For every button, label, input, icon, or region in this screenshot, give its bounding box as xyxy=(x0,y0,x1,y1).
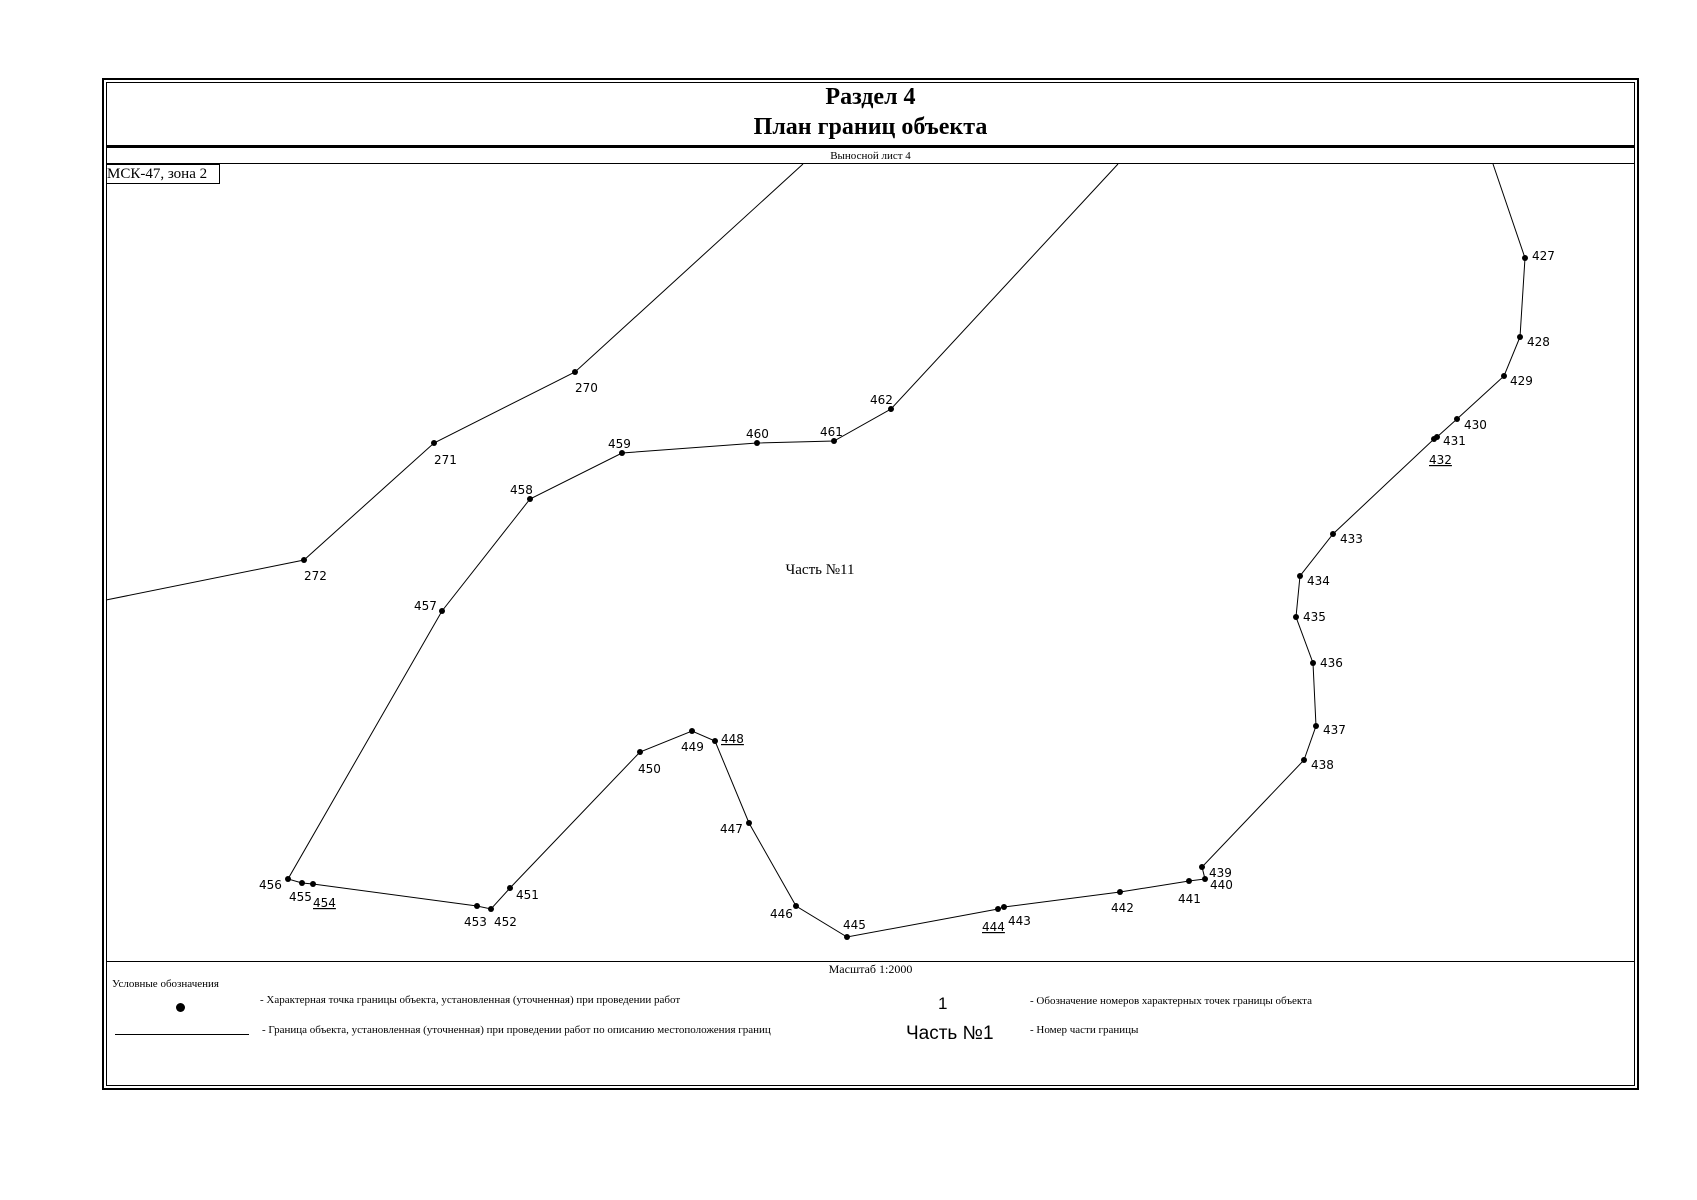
boundary-point-436 xyxy=(1310,660,1316,666)
point-label-441: 441 xyxy=(1178,892,1201,906)
boundary-point-447 xyxy=(746,820,752,826)
boundary-point-456 xyxy=(285,876,291,882)
point-label-446: 446 xyxy=(770,907,793,921)
coordinate-system-label: МСК-47, зона 2 xyxy=(106,164,220,184)
point-label-460: 460 xyxy=(746,427,769,441)
point-label-432: 432 xyxy=(1429,453,1452,467)
point-label-449: 449 xyxy=(681,740,704,754)
point-label-435: 435 xyxy=(1303,610,1326,624)
boundary-point-270 xyxy=(572,369,578,375)
point-label-439: 439 xyxy=(1209,866,1232,880)
boundary-point-448 xyxy=(712,738,718,744)
section-title: Раздел 4 xyxy=(825,84,916,110)
legend-part-example: Часть №1 xyxy=(906,1023,994,1044)
point-label-428: 428 xyxy=(1527,335,1550,349)
point-label-272: 272 xyxy=(304,569,327,583)
boundary-point-431 xyxy=(1434,434,1440,440)
point-label-431: 431 xyxy=(1443,434,1466,448)
point-label-447: 447 xyxy=(720,822,743,836)
legend-point-desc: - Характерная точка границы объекта, установленная (уточненная) при проведении работ xyxy=(260,994,681,1006)
point-label-434: 434 xyxy=(1307,574,1330,588)
point-label-462: 462 xyxy=(870,393,893,407)
point-label-438: 438 xyxy=(1311,758,1334,772)
boundary-point-451 xyxy=(507,885,513,891)
plan-title: План границ объекта xyxy=(753,114,988,140)
boundary-point-445 xyxy=(844,934,850,940)
boundary-point-453 xyxy=(474,903,480,909)
boundary-point-437 xyxy=(1313,723,1319,729)
boundary-point-444 xyxy=(995,906,1001,912)
boundary-point-439 xyxy=(1199,864,1205,870)
point-label-444: 444 xyxy=(982,920,1005,934)
point-label-433: 433 xyxy=(1340,532,1363,546)
boundary-point-446 xyxy=(793,903,799,909)
point-label-443: 443 xyxy=(1008,914,1031,928)
point-label-271: 271 xyxy=(434,453,457,467)
boundary-point-271 xyxy=(431,440,437,446)
boundary-point-454 xyxy=(310,881,316,887)
point-label-430: 430 xyxy=(1464,418,1487,432)
point-symbol-icon xyxy=(176,1003,185,1012)
boundary-point-442 xyxy=(1117,889,1123,895)
boundary-point-430 xyxy=(1454,416,1460,422)
point-label-440: 440 xyxy=(1210,878,1233,892)
part-label: Часть №11 xyxy=(785,562,855,578)
point-label-461: 461 xyxy=(820,425,843,439)
legend-line-desc: - Граница объекта, установленная (уточненная) при проведении работ по описанию местоположения границ xyxy=(262,1024,771,1036)
boundary-point-440 xyxy=(1202,876,1208,882)
point-label-427: 427 xyxy=(1532,249,1555,263)
boundary-point-428 xyxy=(1517,334,1523,340)
point-label-454: 454 xyxy=(313,896,336,910)
boundary-point-433 xyxy=(1330,531,1336,537)
legend-number-desc: - Обозначение номеров характерных точек границы объекта xyxy=(1030,995,1312,1007)
point-label-459: 459 xyxy=(608,437,631,451)
boundary-point-434 xyxy=(1297,573,1303,579)
point-label-458: 458 xyxy=(510,483,533,497)
boundary-point-272 xyxy=(301,557,307,563)
boundary-point-429 xyxy=(1501,373,1507,379)
point-label-457: 457 xyxy=(414,599,437,613)
legend-number-example: 1 xyxy=(938,994,948,1013)
point-label-450: 450 xyxy=(638,762,661,776)
point-label-442: 442 xyxy=(1111,901,1134,915)
sheet-subtitle: Выносной лист 4 xyxy=(106,149,1635,164)
boundary-point-449 xyxy=(689,728,695,734)
boundary-point-450 xyxy=(637,749,643,755)
point-label-437: 437 xyxy=(1323,723,1346,737)
boundary-point-443 xyxy=(1001,904,1007,910)
outer-boundary-line xyxy=(106,164,803,600)
point-label-436: 436 xyxy=(1320,656,1343,670)
point-label-270: 270 xyxy=(575,381,598,395)
boundary-line-symbol xyxy=(115,1034,249,1035)
point-label-456: 456 xyxy=(259,878,282,892)
point-label-453: 453 xyxy=(464,915,487,929)
boundary-point-452 xyxy=(488,906,494,912)
boundary-point-455 xyxy=(299,880,305,886)
point-label-448: 448 xyxy=(721,732,744,746)
point-label-445: 445 xyxy=(843,918,866,932)
boundary-point-457 xyxy=(439,608,445,614)
object-boundary-line xyxy=(288,164,1525,937)
point-label-429: 429 xyxy=(1510,374,1533,388)
legend-part-desc: - Номер части границы xyxy=(1030,1024,1139,1036)
boundary-point-427 xyxy=(1522,255,1528,261)
boundary-point-435 xyxy=(1293,614,1299,620)
point-label-451: 451 xyxy=(516,888,539,902)
point-label-455: 455 xyxy=(289,890,312,904)
boundary-point-441 xyxy=(1186,878,1192,884)
boundary-point-438 xyxy=(1301,757,1307,763)
point-label-452: 452 xyxy=(494,915,517,929)
legend-title: Условные обозначения xyxy=(112,978,219,990)
scale-label: Масштаб 1:2000 xyxy=(106,961,1635,975)
